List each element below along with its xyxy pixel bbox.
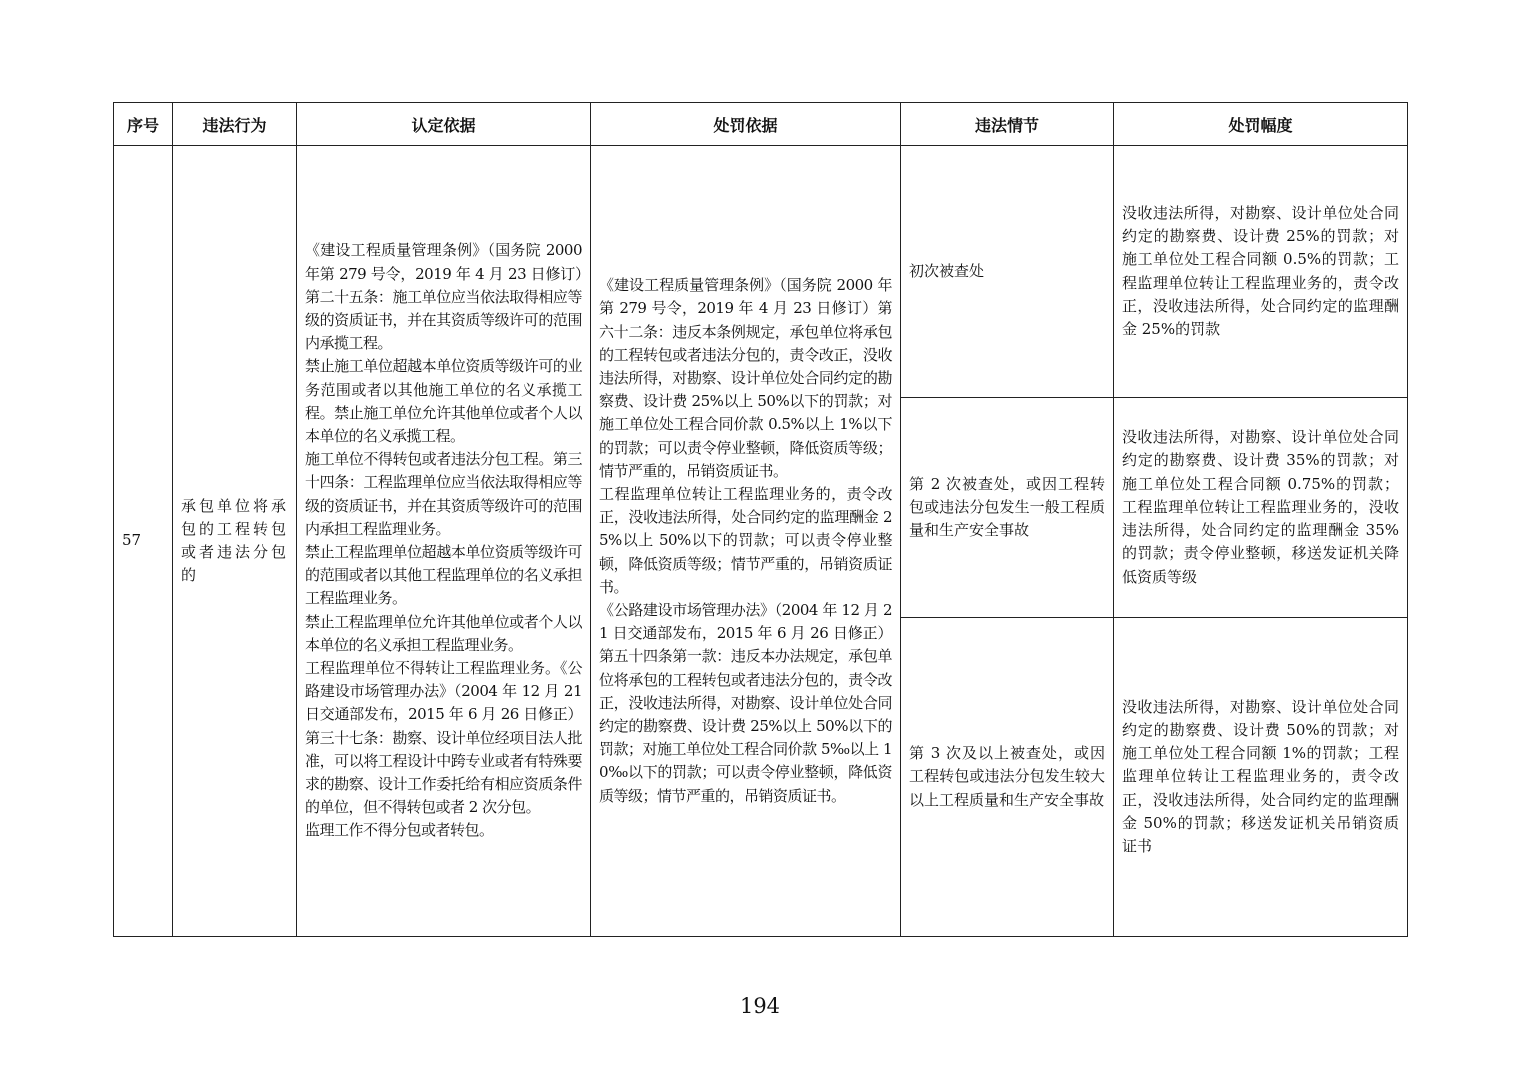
- paragraph: 《建设工程质量管理条例》（国务院 2000 年第 279 号令，2019 年 4 月 23 日修订）第二十五条：施工单位应当依法取得相应等级的资质证书，并在其资质等级许可的范围内承揽工程。: [305, 241, 582, 353]
- penalty-basis-cell: [591, 146, 901, 937]
- paragraph: 监理工作不得分包或者转包。: [305, 821, 494, 840]
- paragraph: 禁止工程监理单位超越本单位资质等级许可的范围或者以其他工程监理单位的名义承担工程监理业务。: [305, 543, 582, 608]
- page-number: 194: [739, 994, 781, 1018]
- header-violation: 违法行为: [173, 103, 297, 146]
- header-penalty-basis: 处罚依据: [591, 103, 901, 146]
- table-row: [114, 146, 1408, 398]
- violation-cell: 承包单位将承包的工程转包或者违法分包的: [173, 146, 297, 937]
- header-severity: 违法情节: [901, 103, 1114, 146]
- legal-basis-cell: [297, 146, 591, 937]
- paragraph: 《公路建设市场管理办法》（2004 年 12 月 21 日交通部发布，2015 年 6 月 26 日修正）第五十四条第一款：违反本办法规定，承包单位将承包的工程转包或者违法分包的，责令改正，没收违法所得，对勘察、设计单位处合同约定的勘察费、设计费 25%以上 50%以下的罚款；对施工单位处工程合同价款 5‰以上 10‰以下的罚款；可以责令停业整顿，降低资质等级；情节严重的，吊销资质证书。: [599, 601, 892, 805]
- penalty-amount-cell-first: 没收违法所得，对勘察、设计单位处合同约定的勘察费、设计费 25%的罚款；对施工单位处工程合同额 0.5%的罚款；工程监理单位转让工程监理业务的，责令改正，没收违法所得，处合同约定的监理酬金 25%的罚款: [1114, 146, 1408, 398]
- penalty-amount-cell-third: 没收违法所得，对勘察、设计单位处合同约定的勘察费、设计费 50%的罚款；对施工单位处工程合同额 1%的罚款；工程监理单位转让工程监理业务的，责令改正，没收违法所得，处合同约定的监理酬金 50%的罚款；移送发证机关吊销资质证书: [1114, 618, 1408, 937]
- paragraph: 禁止施工单位超越本单位资质等级许可的业务范围或者以其他施工单位的名义承揽工程。禁止施工单位允许其他单位或者个人以本单位的名义承揽工程。: [305, 357, 582, 445]
- row-number: 57: [114, 146, 173, 937]
- header-row: [114, 103, 1408, 146]
- penalty-amount-cell-second: 没收违法所得，对勘察、设计单位处合同约定的勘察费、设计费 35%的罚款；对施工单位处工程合同额 0.75%的罚款；工程监理单位转让工程监理业务的，没收违法所得，处合同约定的监理酬金 35%的罚款；责令停业整顿，移送发证机关降低资质等级: [1114, 398, 1408, 618]
- penalty-table: [113, 102, 1408, 937]
- severity-cell-second: 第 2 次被查处，或因工程转包或违法分包发生一般工程质量和生产安全事故: [901, 398, 1114, 618]
- header-number: 序号: [114, 103, 173, 146]
- paragraph: 禁止工程监理单位允许其他单位或者个人以本单位的名义承担工程监理业务。: [305, 612, 582, 654]
- paragraph: 施工单位不得转包或者违法分包工程。第三十四条：工程监理单位应当依法取得相应等级的资质证书，并在其资质等级许可的范围内承担工程监理业务。: [305, 450, 582, 538]
- paragraph: 工程监理单位不得转让工程监理业务。《公路建设市场管理办法》（2004 年 12 月 21 日交通部发布，2015 年 6 月 26 日修正）第三十七条：勘察、设计单位经项目法人批准，可以将工程设计中跨专业或者有特殊要求的勘察、设计工作委托给有相应资质条件的单位，但不得转包或者 2 次分包。: [305, 659, 582, 817]
- severity-cell-third: 第 3 次及以上被查处，或因工程转包或违法分包发生较大以上工程质量和生产安全事故: [901, 618, 1114, 937]
- severity-cell-first: 初次被查处: [901, 146, 1114, 398]
- header-legal-basis: 认定依据: [297, 103, 591, 146]
- paragraph: 工程监理单位转让工程监理业务的，责令改正，没收违法所得，处合同约定的监理酬金 25%以上 50%以下的罚款；可以责令停业整顿，降低资质等级；情节严重的，吊销资质证书。: [599, 484, 892, 596]
- paragraph: 《建设工程质量管理条例》（国务院 2000 年第 279 号令，2019 年 4 月 23 日修订）第六十二条：违反本条例规定，承包单位将承包的工程转包或者违法分包的，责令改正，没收违法所得，对勘察、设计单位处合同约定的勘察费、设计费 25%以上 50%以下的罚款；对施工单位处工程合同价款 0.5%以上 1%以下的罚款；可以责令停业整顿，降低资质等级；情节严重的，吊销资质证书。: [599, 276, 892, 480]
- header-penalty-range: 处罚幅度: [1114, 103, 1408, 146]
